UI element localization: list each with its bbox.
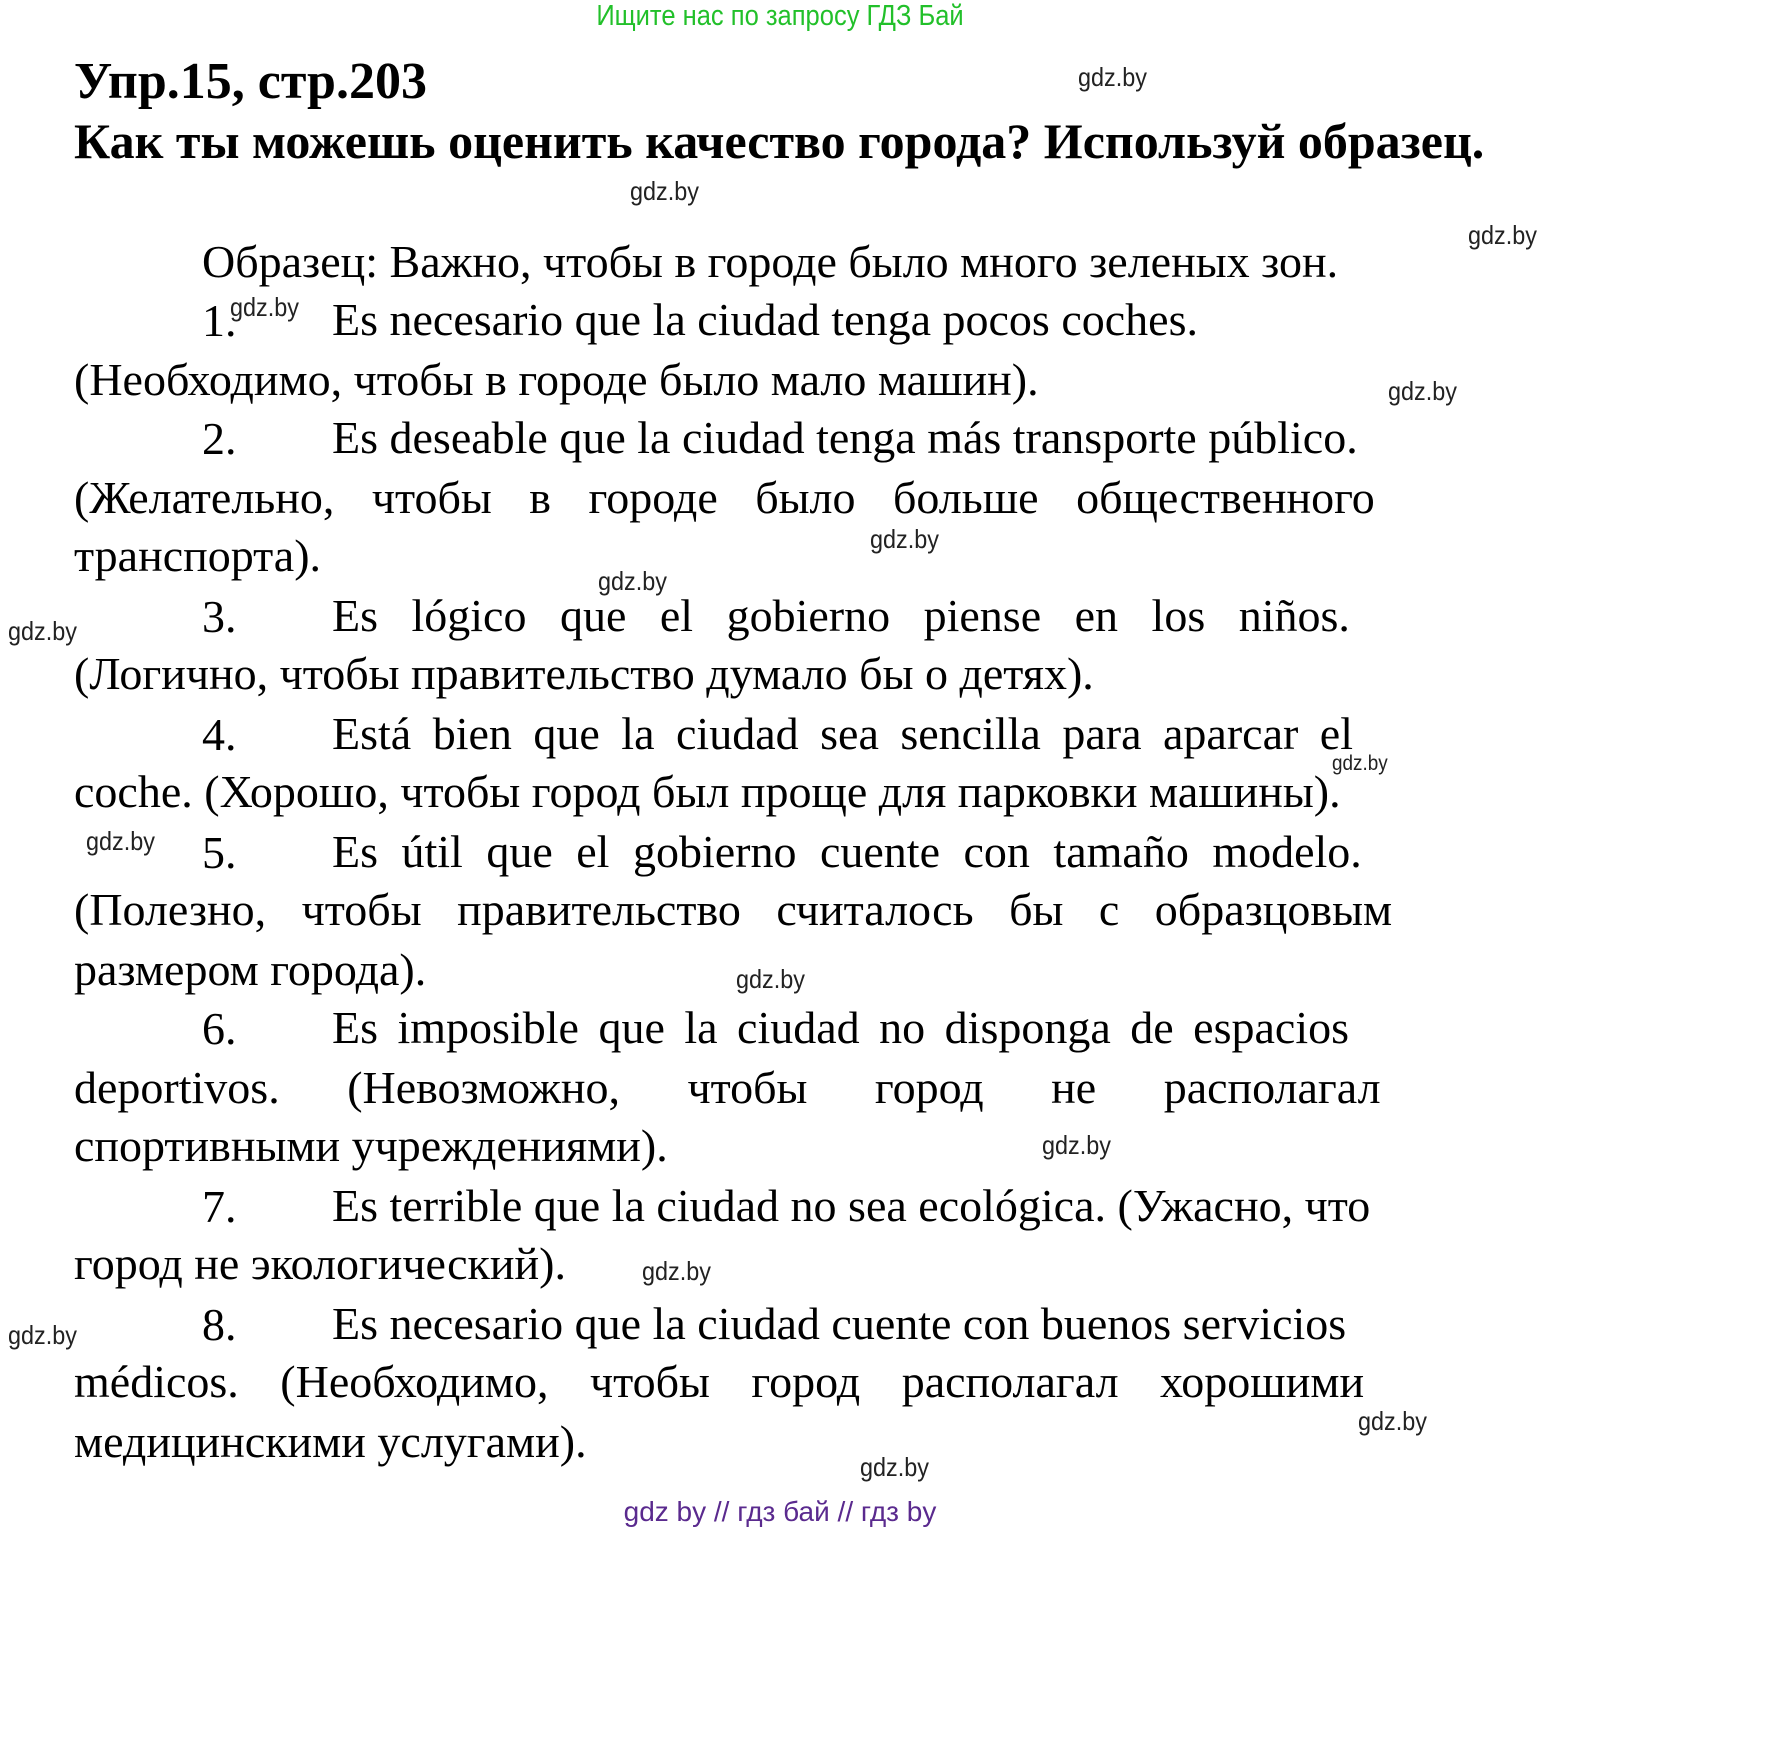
- search-banner: Ищите нас по запросу ГДЗ Бай: [596, 0, 964, 32]
- item-5-line-3: размером города).: [74, 944, 427, 995]
- watermark: gdz.by: [1468, 220, 1537, 250]
- watermark: gdz.by: [8, 1320, 77, 1350]
- item-6-line-1: Es imposible que la ciudad no disponga de espacios: [332, 1002, 1350, 1053]
- watermark: gdz.by: [1332, 752, 1388, 775]
- item-number: 3.: [202, 591, 237, 642]
- item-7-line-1: Es terrible que la ciudad no sea ecológica. (Ужасно, что: [332, 1180, 1371, 1231]
- sample-sentence: Образец: Важно, чтобы в городе было много зеленых зон.: [202, 236, 1339, 287]
- item-number: 2.: [202, 413, 237, 464]
- watermark: gdz.by: [8, 616, 77, 646]
- exercise-question: Как ты можешь оценить качество города? Используй образец.: [74, 113, 1485, 169]
- watermark: gdz.by: [598, 566, 667, 596]
- item-3-line-1: Es lógico que el gobierno piense en los niños.: [332, 590, 1350, 641]
- watermark: gdz.by: [1042, 1130, 1111, 1160]
- item-number: 8.: [202, 1299, 237, 1350]
- item-4-line-2: coche. (Хорошо, чтобы город был проще для парковки машины).: [74, 766, 1341, 817]
- item-number: 5.: [202, 827, 237, 878]
- exercise-title: Упр.15, стр.203: [74, 53, 427, 110]
- watermark: gdz.by: [86, 826, 155, 856]
- watermark: gdz.by: [870, 524, 939, 554]
- item-8-line-1: Es necesario que la ciudad cuente con buenos servicios: [332, 1298, 1347, 1349]
- item-5-line-2: (Полезно, чтобы правительство считалось бы с образцовым: [74, 884, 1393, 935]
- item-number: 7.: [202, 1181, 237, 1232]
- item-7-line-2: город не экологический).: [74, 1238, 566, 1289]
- item-6-line-3: спортивными учреждениями).: [74, 1120, 668, 1171]
- item-3-line-2: (Логично, чтобы правительство думало бы о детях).: [74, 648, 1094, 699]
- footer-links: gdz by // гдз бай // гдз by: [623, 1496, 937, 1527]
- item-4-line-1: Está bien que la ciudad sea sencilla para aparcar el: [332, 708, 1354, 759]
- item-2-line-1: Es deseable que la ciudad tenga más transporte público.: [332, 412, 1358, 463]
- watermark: gdz.by: [630, 176, 699, 206]
- item-8-line-2: médicos. (Необходимо, чтобы город располагал хорошими: [74, 1356, 1365, 1407]
- watermark: gdz.by: [642, 1256, 711, 1286]
- watermark: gdz.by: [736, 964, 805, 994]
- item-text: Es necesario que la ciudad tenga pocos coches.: [332, 294, 1198, 345]
- item-5-line-1: Es útil que el gobierno cuente con tamaño modelo.: [332, 826, 1362, 877]
- watermark: gdz.by: [860, 1452, 929, 1482]
- watermark: gdz.by: [1388, 376, 1457, 406]
- item-2-line-3: транспорта).: [74, 530, 322, 581]
- item-8-line-3: медицинскими услугами).: [74, 1416, 587, 1467]
- item-1-line-2: (Необходимо, чтобы в городе было мало машин).: [74, 354, 1039, 405]
- item-number: 6.: [202, 1003, 237, 1054]
- item-number: 4.: [202, 709, 237, 760]
- item-2-line-2: (Желательно, чтобы в городе было больше общественного: [74, 472, 1375, 523]
- watermark: gdz.by: [230, 292, 299, 322]
- item-1-line-1: [332, 294, 1500, 346]
- watermark: gdz.by: [1358, 1406, 1427, 1436]
- item-number: 1.: [202, 295, 237, 346]
- item-6-line-2: deportivos. (Невозможно, чтобы город не располагал: [74, 1062, 1381, 1113]
- watermark: gdz.by: [1078, 62, 1147, 92]
